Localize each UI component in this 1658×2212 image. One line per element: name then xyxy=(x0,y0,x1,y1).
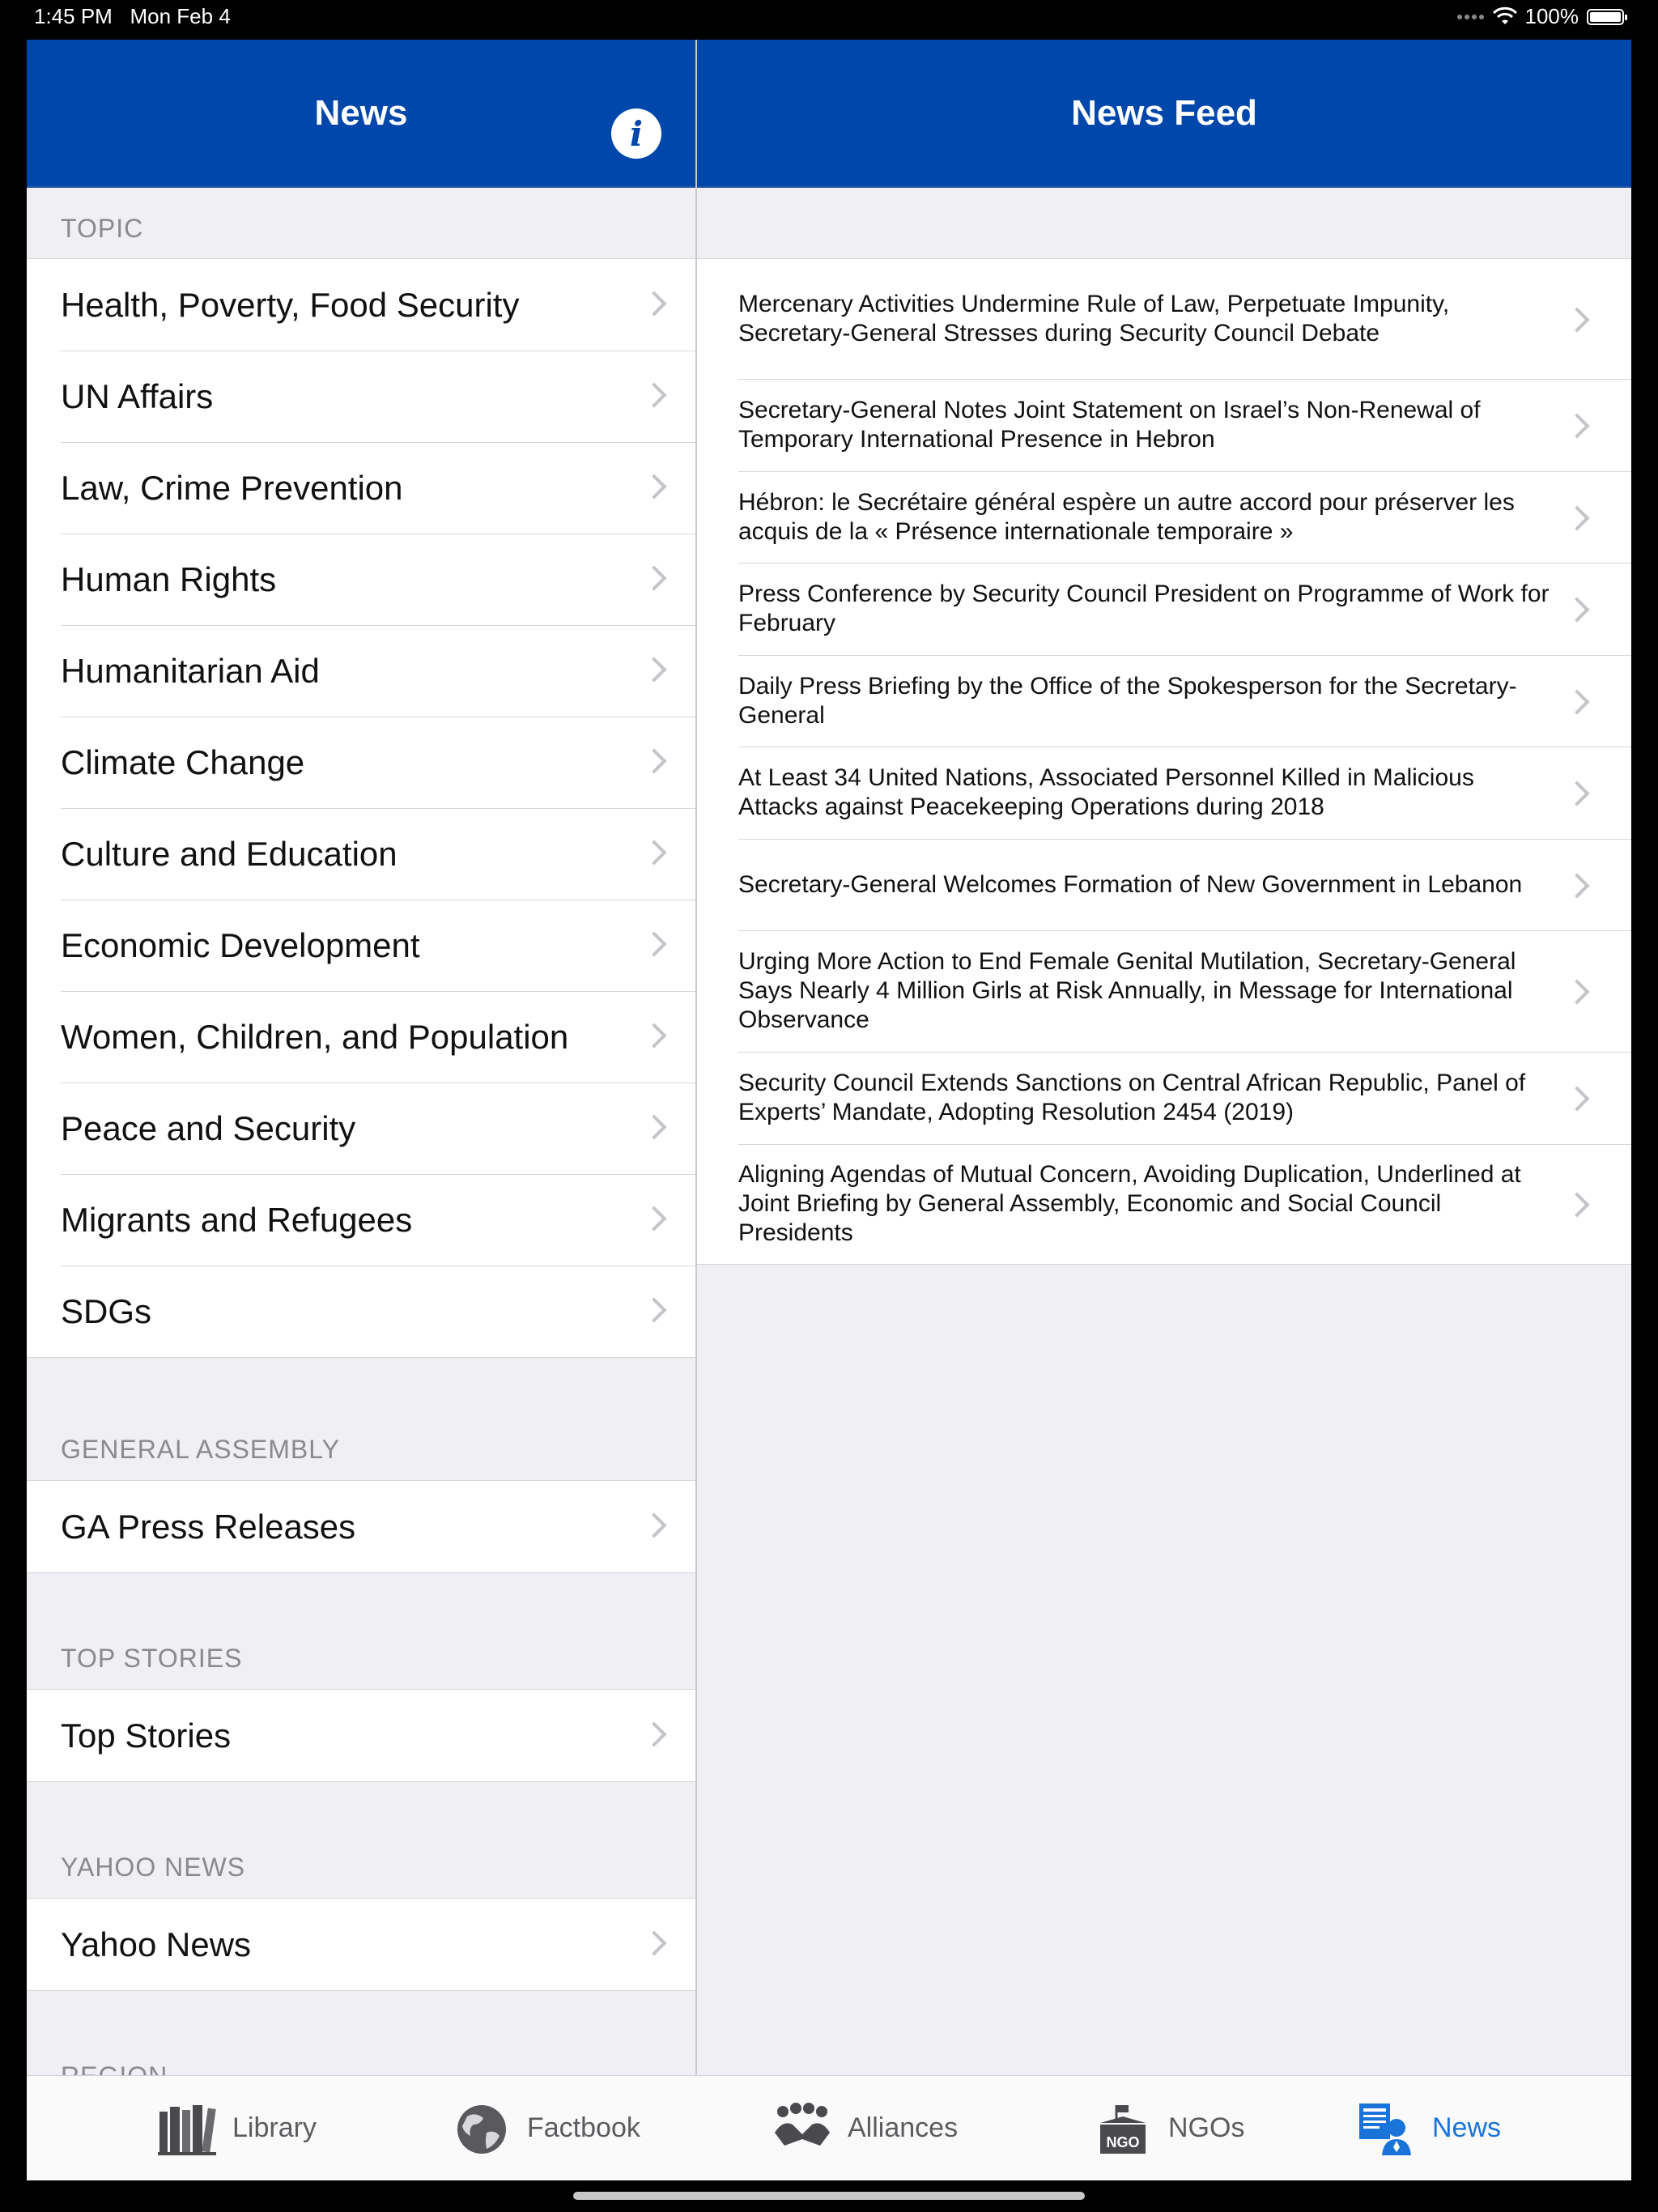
status-time xyxy=(34,4,231,29)
topic-list xyxy=(27,258,695,1358)
row-label: GA Press Releases xyxy=(61,1508,356,1546)
feed-item-title: Mercenary Activities Undermine Rule of Law, Perpetuate Impunity, Secretary-General Stresses during Security Council Debate xyxy=(738,291,1450,347)
feed-item-title: Security Council Extends Sanctions on Central African Republic, Panel of Experts’ Mandate, Adopting Resolution 2454 (2019) xyxy=(738,1070,1526,1125)
tab-label: Library xyxy=(232,2112,317,2143)
chevron-right-icon xyxy=(641,1297,666,1322)
tab-news[interactable] xyxy=(1356,2076,1501,2180)
topic-item[interactable] xyxy=(27,1083,695,1174)
tab-label: Alliances xyxy=(848,2112,959,2143)
topic-item[interactable] xyxy=(27,351,695,442)
topic-item-label: Health, Poverty, Food Security xyxy=(61,286,520,324)
chevron-right-icon xyxy=(641,565,666,590)
topic-item-label: Women, Children, and Population xyxy=(61,1018,569,1056)
chevron-right-icon xyxy=(1564,1086,1589,1111)
topic-item-label: Law, Crime Prevention xyxy=(61,469,403,507)
alliances-icon xyxy=(772,2100,833,2157)
section-header-yahoo-news: YAHOO NEWS xyxy=(61,1853,246,1882)
chevron-right-icon xyxy=(1564,689,1589,714)
topic-item[interactable] xyxy=(27,900,695,991)
news-feed-pane xyxy=(697,40,1631,2075)
tab-factbook[interactable] xyxy=(451,2076,640,2180)
topic-item[interactable] xyxy=(27,808,695,900)
feed-item[interactable] xyxy=(697,563,1631,655)
status-right xyxy=(1457,4,1625,29)
chevron-right-icon xyxy=(641,382,666,407)
topic-item-label: SDGs xyxy=(61,1292,152,1330)
feed-item[interactable] xyxy=(697,655,1631,747)
ngo-icon xyxy=(1092,2100,1154,2157)
tab-ngos[interactable] xyxy=(1092,2076,1244,2180)
topic-item-label: Migrants and Refugees xyxy=(61,1201,413,1239)
left-nav-title: News xyxy=(314,92,408,133)
feed-item[interactable] xyxy=(697,1052,1631,1144)
topic-item[interactable] xyxy=(27,442,695,534)
tab-label: News xyxy=(1432,2112,1502,2143)
chevron-right-icon xyxy=(641,1206,666,1231)
topic-item[interactable] xyxy=(27,259,695,351)
feed-item[interactable] xyxy=(697,379,1631,471)
chevron-right-icon xyxy=(1564,979,1589,1004)
top-stories-list xyxy=(27,1689,695,1782)
chevron-right-icon xyxy=(641,1114,666,1139)
status-clock: 1:45 PM xyxy=(34,4,113,28)
topic-item-label: Economic Development xyxy=(61,926,420,964)
tab-bar xyxy=(27,2075,1631,2180)
chevron-right-icon xyxy=(641,1930,666,1955)
feed-item-title: Urging More Action to End Female Genital Mutilation, Secretary-General Says Nearly 4 Million Girls at Risk Annually, in Message for International Observance xyxy=(738,948,1516,1033)
feed-item-title: At Least 34 United Nations, Associated Personnel Killed in Malicious Attacks against Peacekeeping Operations during 2018 xyxy=(738,764,1474,820)
ga-press-releases-item[interactable] xyxy=(27,1481,695,1572)
battery-percent: 100% xyxy=(1524,4,1579,28)
topic-item[interactable] xyxy=(27,1174,695,1266)
feed-item-title: Daily Press Briefing by the Office of the Spokesperson for the Secretary-General xyxy=(738,672,1517,729)
topic-item-label: Humanitarian Aid xyxy=(61,652,320,690)
chevron-right-icon xyxy=(641,840,666,865)
topic-item-label: Culture and Education xyxy=(61,835,397,873)
general-assembly-list xyxy=(27,1480,695,1573)
yahoo-news-item[interactable] xyxy=(27,1899,695,1990)
row-label: Yahoo News xyxy=(61,1925,252,1963)
feed-item[interactable] xyxy=(697,839,1631,930)
topic-item[interactable] xyxy=(27,991,695,1083)
right-navbar xyxy=(697,40,1631,188)
feed-item[interactable] xyxy=(697,930,1631,1052)
chevron-right-icon xyxy=(1564,781,1589,806)
feed-item-title: Secretary-General Notes Joint Statement on Israel’s Non-Renewal of Temporary International Presence in Hebron xyxy=(738,397,1481,453)
chevron-right-icon xyxy=(641,931,666,956)
chevron-right-icon xyxy=(1564,873,1589,898)
chevron-right-icon xyxy=(641,1721,666,1746)
feed-item[interactable] xyxy=(697,1144,1631,1264)
wifi-icon xyxy=(1493,8,1517,26)
yahoo-news-list xyxy=(27,1898,695,1991)
status-date: Mon Feb 4 xyxy=(130,4,231,28)
app-window xyxy=(27,40,1631,2180)
home-indicator[interactable] xyxy=(573,2192,1085,2200)
feed-item-title: Press Conference by Security Council President on Programme of Work for February xyxy=(738,581,1550,636)
left-navbar xyxy=(27,40,695,188)
topic-item[interactable] xyxy=(27,534,695,625)
tab-library[interactable] xyxy=(156,2076,317,2180)
feed-item-title: Secretary-General Welcomes Formation of New Government in Lebanon xyxy=(738,870,1523,898)
topic-item-label: Human Rights xyxy=(61,560,277,598)
feed-item-title: Aligning Agendas of Mutual Concern, Avoiding Duplication, Underlined at Joint Briefing by General Assembly, Economic and Social Council Presidents xyxy=(738,1161,1521,1246)
topic-item-label: Climate Change xyxy=(61,743,305,781)
news-icon xyxy=(1356,2100,1418,2157)
news-feed-list xyxy=(697,258,1631,1265)
right-nav-title: News Feed xyxy=(1071,92,1257,133)
topic-item[interactable] xyxy=(27,1266,695,1357)
topic-item[interactable] xyxy=(27,625,695,717)
chevron-right-icon xyxy=(641,291,666,316)
topic-item-label: UN Affairs xyxy=(61,377,214,415)
status-bar xyxy=(0,0,1658,32)
chevron-right-icon xyxy=(1564,307,1589,332)
chevron-right-icon xyxy=(641,1023,666,1048)
chevron-right-icon xyxy=(641,1512,666,1538)
chevron-right-icon xyxy=(1564,505,1589,530)
section-header-top-stories: TOP STORIES xyxy=(61,1644,243,1673)
info-button[interactable] xyxy=(611,108,661,159)
chevron-right-icon xyxy=(641,474,666,499)
globe-icon xyxy=(451,2100,512,2157)
svg-text:NGO: NGO xyxy=(1106,2133,1140,2150)
topic-item-label: Peace and Security xyxy=(61,1109,356,1147)
section-header-general-assembly: GENERAL ASSEMBLY xyxy=(61,1435,341,1464)
battery-icon xyxy=(1587,9,1624,25)
topics-pane xyxy=(27,40,695,2075)
top-stories-item[interactable] xyxy=(27,1690,695,1781)
feed-item[interactable] xyxy=(697,471,1631,563)
section-header-topic: TOPIC xyxy=(61,214,144,243)
feed-item[interactable] xyxy=(697,747,1631,839)
chevron-right-icon xyxy=(1564,1192,1589,1217)
tab-alliances[interactable] xyxy=(772,2076,958,2180)
cellular-dots-icon xyxy=(1457,14,1485,20)
feed-item[interactable] xyxy=(697,259,1631,379)
feed-item-title: Hébron: le Secrétaire général espère un autre accord pour préserver les acquis de la « Présence internationale temporaire » xyxy=(738,488,1515,545)
chevron-right-icon xyxy=(641,748,666,773)
topic-item[interactable] xyxy=(27,717,695,808)
chevron-right-icon xyxy=(641,657,666,682)
library-icon xyxy=(156,2100,218,2157)
chevron-right-icon xyxy=(1564,413,1589,438)
tab-label: Factbook xyxy=(527,2112,640,2143)
chevron-right-icon xyxy=(1564,597,1589,622)
row-label: Top Stories xyxy=(61,1716,232,1755)
info-icon: i xyxy=(630,113,643,154)
tab-label: NGOs xyxy=(1168,2112,1245,2143)
